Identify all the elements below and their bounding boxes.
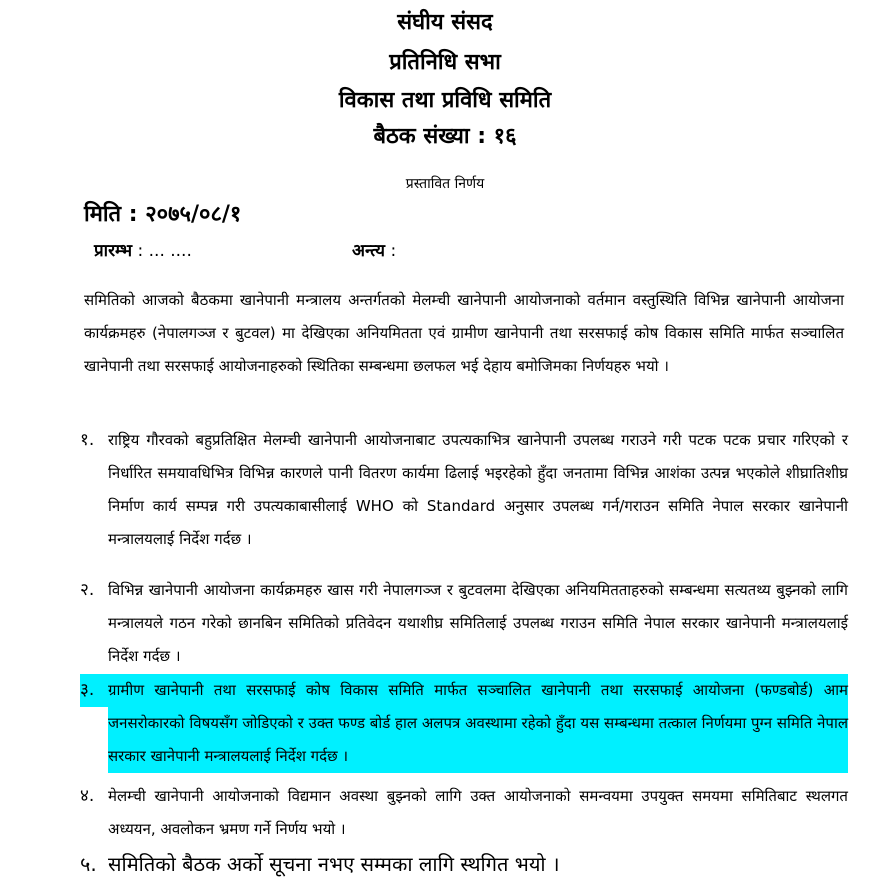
item-text: मेलम्ची खानेपानी आयोजनाको विद्यमान अवस्था बुझ्नको लागि उक्त आयोजनाको समन्वयमा उपयुक्त समयमा समितिबाट स्थलगत अध्ययन, अवलोकन भ्रमण गर्ने निर्णय भयो । [108,787,848,838]
date-line: मिति : २०७५/०८/१ [84,202,242,227]
end-label: अन्त्य [352,241,386,261]
intro-paragraph: समितिको आजको बैठकमा खानेपानी मन्त्रालय अन्तर्गतको मेलम्ची खानेपानी आयोजनाको वर्तमान वस्तुस्थिति विभिन्न खानेपानी आयोजना कार्यक्रमहरु (नेपालगञ्ज र बुटवल) मा देखिएका अनियमितता एवं ग्रामीण खानेपानी तथा सरसफाई कोष विकास समिति मार्फत सञ्चालित खानेपानी तथा सरसफाई आयोजनाहरुको स्थितिका सम्बन्धमा छलफल भई देहाय बमोजिमका निर्णयहरु भयो । [84,291,844,375]
header-parliament: संघीय संसद [397,10,493,35]
subtitle: प्रस्तावित निर्णय [405,176,485,192]
start-value: : ... .... [137,241,192,261]
item-number: २. [80,580,95,600]
time-line [94,238,397,261]
header-meeting-number: बैठक संख्या : १६ [373,124,517,149]
header-house: प्रतिनिधि सभा [389,50,501,75]
header-committee: विकास तथा प्रविधि समिति [338,88,552,113]
end-value: : [390,241,397,261]
item-number: १. [80,430,95,450]
item-number: ३. [80,674,108,707]
item-number: ५. [80,852,97,876]
item-number: ४. [80,786,95,806]
item-text: राष्ट्रिय गौरवको बहुप्रतिक्षित मेलम्ची खानेपानी आयोजनाबाट उपत्यकाभित्र खानेपानी उपलब्ध गराउने गरी पटक पटक प्रचार गरिएको र निर्धारित समयावधिभित्र विभिन्न कारणले पानी वितरण कार्यमा ढिलाई भइरहेको हुँदा जनतामा विभिन्न आशंका उत्पन्न भएकोले शीघ्रातिशीघ्र निर्माण कार्य सम्पन्न गरी उपत्यकाबासीलाई WHO को Standard अनुसार उपलब्ध गर्न/गराउन समिति नेपाल सरकार खानेपानी मन्त्रालयलाई निर्देश गर्दछ । [108,431,848,548]
item-text: विभिन्न खानेपानी आयोजना कार्यक्रमहरु खास गरी नेपालगञ्ज र बुटवलमा देखिएका अनियमितताहरुको सम्बन्धमा सत्यतथ्य बुझ्नको लागि मन्त्रालयले गठन गरेको छानबिन समितिको प्रतिवेदन यथाशीघ्र समितिलाई उपलब्ध गराउन समिति नेपाल सरकार खानेपानी मन्त्रालयलाई निर्देश गर्दछ । [108,581,848,665]
item-text: समितिको बैठक अर्को सूचना नभए सम्मका लागि स्थगित भयो । [108,852,560,876]
item-text: ग्रामीण खानेपानी तथा सरसफाई कोष विकास समिति मार्फत सञ्चालित खानेपानी तथा सरसफाई आयोजना (फण्डबोर्ड) आम जनसरोकारको विषयसँग जोडिएको र उक्त फण्ड बोर्ड हाल अलपत्र अवस्थामा रहेको हुँदा यस सम्बन्धमा तत्काल निर्णयमा पुग्न समिति नेपाल सरकार खानेपानी मन्त्रालयलाई निर्देश गर्दछ । [108,674,848,773]
start-label: प्रारम्भ [94,241,133,261]
end-time [352,238,396,261]
